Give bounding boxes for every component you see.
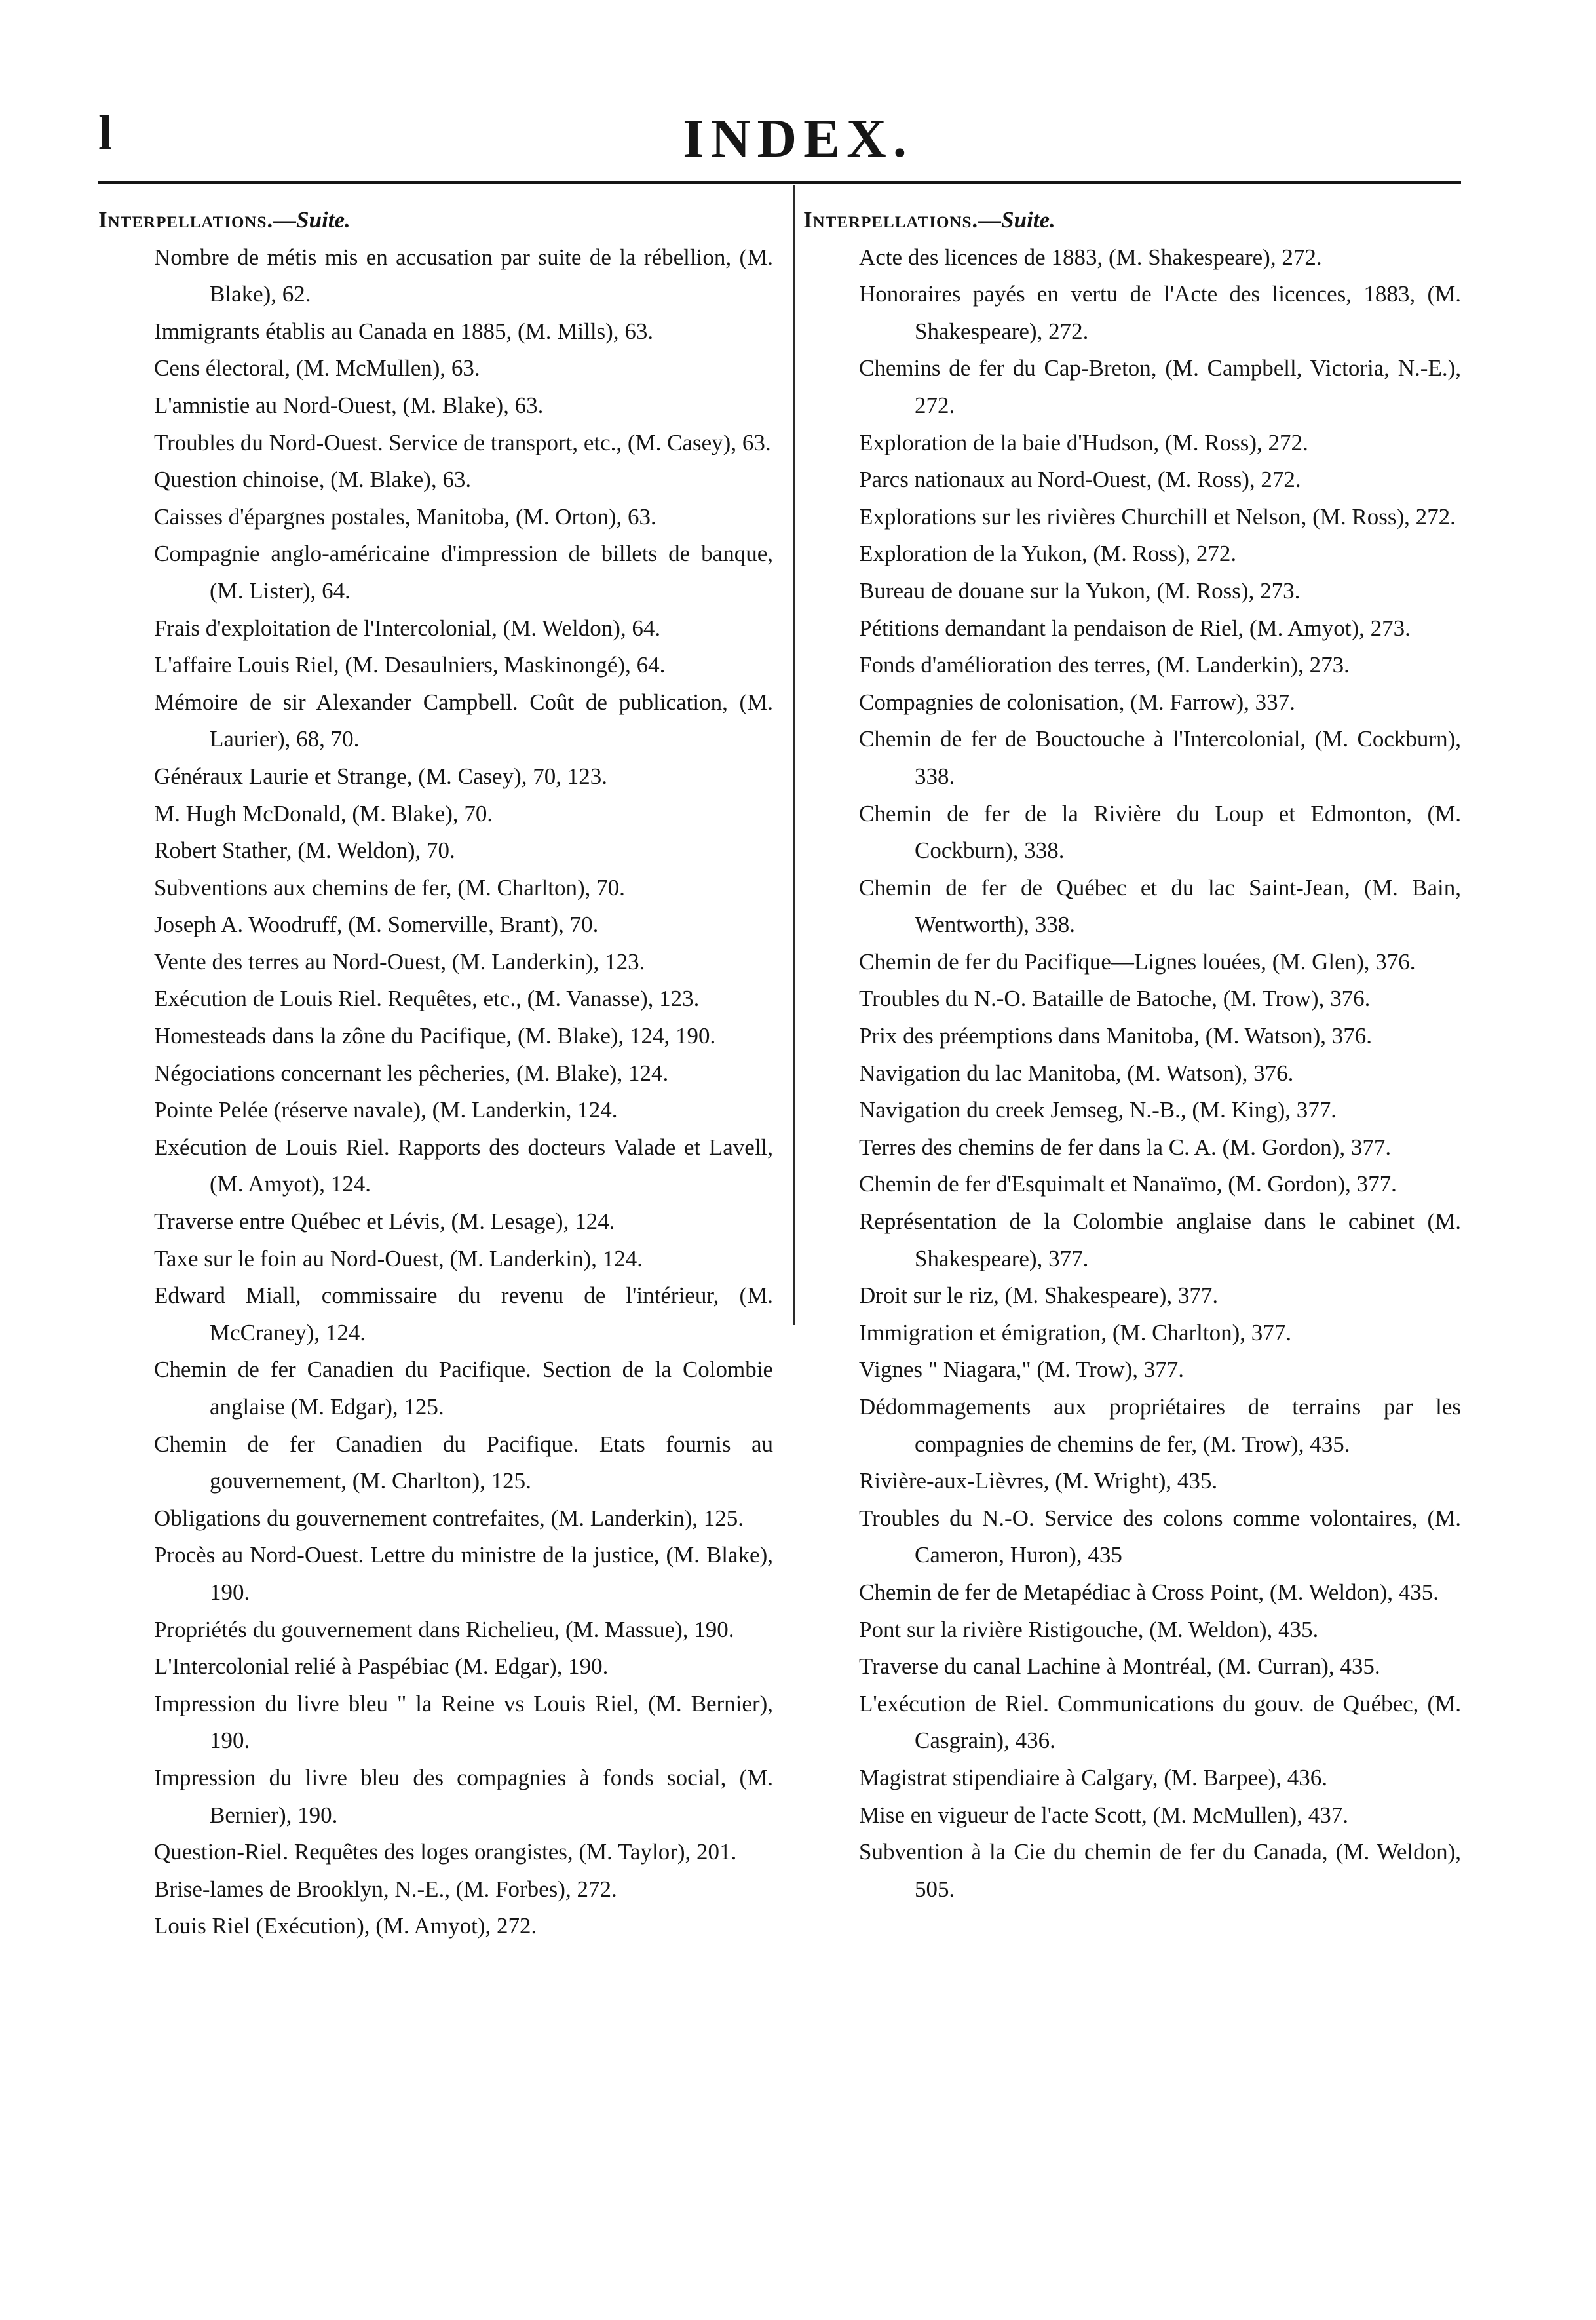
index-entry: Chemin de fer de Québec et du lac Saint-Jean, (M. Bain, Wentworth), 338. — [859, 874, 1461, 938]
index-entry: Brise-lames de Brooklyn, N.-E., (M. Forbes), 272. — [154, 1876, 617, 1902]
index-entry: Chemin de fer Canadien du Pacifique. Section de la Colombie anglaise (M. Edgar), 125. — [154, 1357, 773, 1420]
page-number: l — [98, 106, 113, 161]
index-entry: Subvention à la Cie du chemin de fer du Canada, (M. Weldon), 505. — [859, 1839, 1461, 1902]
index-entry: Dédommagements aux propriétaires de terrains par les compagnies de chemins de fer, (M. Trow), 435. — [859, 1394, 1461, 1457]
index-entry: Droit sur le riz, (M. Shakespeare), 377. — [859, 1283, 1219, 1309]
index-entry: Navigation du lac Manitoba, (M. Watson), 376. — [859, 1060, 1294, 1086]
index-entry: Terres des chemins de fer dans la C. A. (M. Gordon), 377. — [859, 1134, 1392, 1160]
index-entry: L'amnistie au Nord-Ouest, (M. Blake), 63. — [154, 392, 544, 418]
index-entry: Impression du livre bleu " la Reine vs Louis Riel, (M. Bernier), 190. — [154, 1690, 773, 1754]
index-entry: Immigration et émigration, (M. Charlton), 377. — [859, 1319, 1292, 1345]
index-entry: Chemin de fer de Bouctouche à l'Intercolonial, (M. Cockburn), 338. — [859, 726, 1461, 789]
index-entry: Chemin de fer du Pacifique—Lignes louées, (M. Glen), 376. — [859, 948, 1416, 975]
index-entry: L'Intercolonial relié à Paspébiac (M. Edgar), 190. — [154, 1653, 609, 1680]
index-entry: Robert Stather, (M. Weldon), 70. — [154, 838, 455, 864]
right-column — [803, 202, 1461, 1908]
index-entry: Question-Riel. Requêtes des loges orangistes, (M. Taylor), 201. — [154, 1839, 737, 1865]
index-entry: Nombre de métis mis en accusation par suite de la rébellion, (M. Blake), 62. — [154, 244, 773, 307]
index-entry: Troubles du N.-O. Bataille de Batoche, (M. Trow), 376. — [859, 986, 1371, 1012]
index-entry: Compagnie anglo-américaine d'impression de billets de banque, (M. Lister), 64. — [154, 541, 773, 604]
index-entry: Prix des préemptions dans Manitoba, (M. Watson), 376. — [859, 1023, 1372, 1049]
index-entry: Acte des licences de 1883, (M. Shakespeare), 272. — [859, 244, 1322, 270]
right-section-heading — [803, 202, 1461, 239]
index-entry: Chemin de fer de Metapédiac à Cross Point, (M. Weldon), 435. — [859, 1579, 1439, 1605]
index-entry: Impression du livre bleu des compagnies à fonds social, (M. Bernier), 190. — [154, 1764, 773, 1828]
index-entry: Taxe sur le foin au Nord-Ouest, (M. Landerkin), 124. — [154, 1245, 643, 1271]
index-entry: Chemin de fer d'Esquimalt et Nanaïmo, (M. Gordon), 377. — [859, 1171, 1397, 1197]
index-entry: Exploration de la baie d'Hudson, (M. Ross), 272. — [859, 429, 1308, 455]
index-entry: Navigation du creek Jemseg, N.-B., (M. King), 377. — [859, 1097, 1337, 1123]
index-entry: Exploration de la Yukon, (M. Ross), 272. — [859, 541, 1237, 567]
index-entry: Rivière-aux-Lièvres, (M. Wright), 435. — [859, 1468, 1218, 1494]
index-entry: Négociations concernant les pêcheries, (M. Blake), 124. — [154, 1060, 669, 1086]
index-entry: M. Hugh McDonald, (M. Blake), 70. — [154, 800, 493, 826]
index-entry: Homesteads dans la zône du Pacifique, (M. Blake), 124, 190. — [154, 1023, 716, 1049]
index-entry: Obligations du gouvernement contrefaites, (M. Landerkin), 125. — [154, 1505, 744, 1531]
index-entry: Procès au Nord-Ouest. Lettre du ministre de la justice, (M. Blake), 190. — [154, 1542, 773, 1605]
left-heading-label: Interpellations. — [98, 207, 274, 233]
index-entry: Traverse du canal Lachine à Montréal, (M. Curran), 435. — [859, 1653, 1380, 1680]
right-heading-suite: —Suite. — [978, 207, 1055, 233]
index-entry: Caisses d'épargnes postales, Manitoba, (M. Orton), 63. — [154, 503, 656, 530]
index-entry: Représentation de la Colombie anglaise dans le cabinet (M. Shakespeare), 377. — [859, 1208, 1461, 1271]
index-entry: Pétitions demandant la pendaison de Riel, (M. Amyot), 273. — [859, 615, 1411, 641]
index-entry: Troubles du Nord-Ouest. Service de transport, etc., (M. Casey), 63. — [154, 429, 771, 455]
index-entry: Propriétés du gouvernement dans Richelieu, (M. Massue), 190. — [154, 1616, 734, 1642]
left-heading-suite: —Suite. — [273, 207, 351, 233]
index-entry: Traverse entre Québec et Lévis, (M. Lesage), 124. — [154, 1208, 615, 1235]
page-title: INDEX. — [683, 108, 913, 169]
left-column — [98, 202, 773, 1945]
index-entry: Généraux Laurie et Strange, (M. Casey), 70, 123. — [154, 763, 608, 789]
index-entry: Compagnies de colonisation, (M. Farrow), 337. — [859, 689, 1295, 715]
index-entry: Parcs nationaux au Nord-Ouest, (M. Ross), 272. — [859, 467, 1301, 493]
right-heading-label: Interpellations. — [803, 207, 979, 233]
index-entry: Exécution de Louis Riel. Rapports des docteurs Valade et Lavell, (M. Amyot), 124. — [154, 1134, 773, 1197]
right-entry-list — [803, 239, 1461, 1908]
column-divider — [793, 185, 795, 1325]
index-entry: L'affaire Louis Riel, (M. Desaulniers, Maskinongé), 64. — [154, 652, 666, 678]
index-entry: Explorations sur les rivières Churchill et Nelson, (M. Ross), 272. — [859, 503, 1456, 530]
index-entry: Magistrat stipendiaire à Calgary, (M. Barpee), 436. — [859, 1764, 1328, 1790]
index-entry: Chemin de fer de la Rivière du Loup et Edmonton, (M. Cockburn), 338. — [859, 800, 1461, 864]
header-rule — [98, 181, 1461, 184]
index-entry: Mémoire de sir Alexander Campbell. Coût de publication, (M. Laurier), 68, 70. — [154, 689, 773, 752]
index-entry: Pointe Pelée (réserve navale), (M. Landerkin, 124. — [154, 1097, 618, 1123]
index-entry: Vente des terres au Nord-Ouest, (M. Landerkin), 123. — [154, 948, 645, 975]
index-entry: Exécution de Louis Riel. Requêtes, etc., (M. Vanasse), 123. — [154, 986, 700, 1012]
index-entry: Chemin de fer Canadien du Pacifique. Etats fournis au gouvernement, (M. Charlton), 125. — [154, 1431, 773, 1494]
index-entry: Mise en vigueur de l'acte Scott, (M. McMullen), 437. — [859, 1802, 1348, 1828]
index-entry: Frais d'exploitation de l'Intercolonial, (M. Weldon), 64. — [154, 615, 661, 641]
left-section-heading — [98, 202, 773, 239]
index-entry: Vignes " Niagara," (M. Trow), 377. — [859, 1357, 1185, 1383]
index-entry: Edward Miall, commissaire du revenu de l'intérieur, (M. McCraney), 124. — [154, 1283, 773, 1345]
index-entry: Honoraires payés en vertu de l'Acte des licences, 1883, (M. Shakespeare), 272. — [859, 281, 1461, 344]
index-entry: Cens électoral, (M. McMullen), 63. — [154, 355, 480, 381]
index-entry: Joseph A. Woodruff, (M. Somerville, Brant), 70. — [154, 912, 599, 938]
index-entry: Fonds d'amélioration des terres, (M. Landerkin), 273. — [859, 652, 1350, 678]
index-entry: Troubles du N.-O. Service des colons comme volontaires, (M. Cameron, Huron), 435 — [859, 1505, 1461, 1568]
index-entry: Subventions aux chemins de fer, (M. Charlton), 70. — [154, 874, 625, 900]
left-entry-list — [98, 239, 773, 1945]
index-entry: Louis Riel (Exécution), (M. Amyot), 272. — [154, 1913, 537, 1939]
index-entry: Chemins de fer du Cap-Breton, (M. Campbell, Victoria, N.-E.), 272. — [859, 355, 1461, 418]
index-entry: Bureau de douane sur la Yukon, (M. Ross), 273. — [859, 577, 1301, 604]
index-entry: Immigrants établis au Canada en 1885, (M. Mills), 63. — [154, 318, 654, 344]
index-entry: Pont sur la rivière Ristigouche, (M. Weldon), 435. — [859, 1616, 1319, 1642]
index-entry: Question chinoise, (M. Blake), 63. — [154, 467, 472, 493]
index-entry: L'exécution de Riel. Communications du gouv. de Québec, (M. Casgrain), 436. — [859, 1690, 1461, 1754]
